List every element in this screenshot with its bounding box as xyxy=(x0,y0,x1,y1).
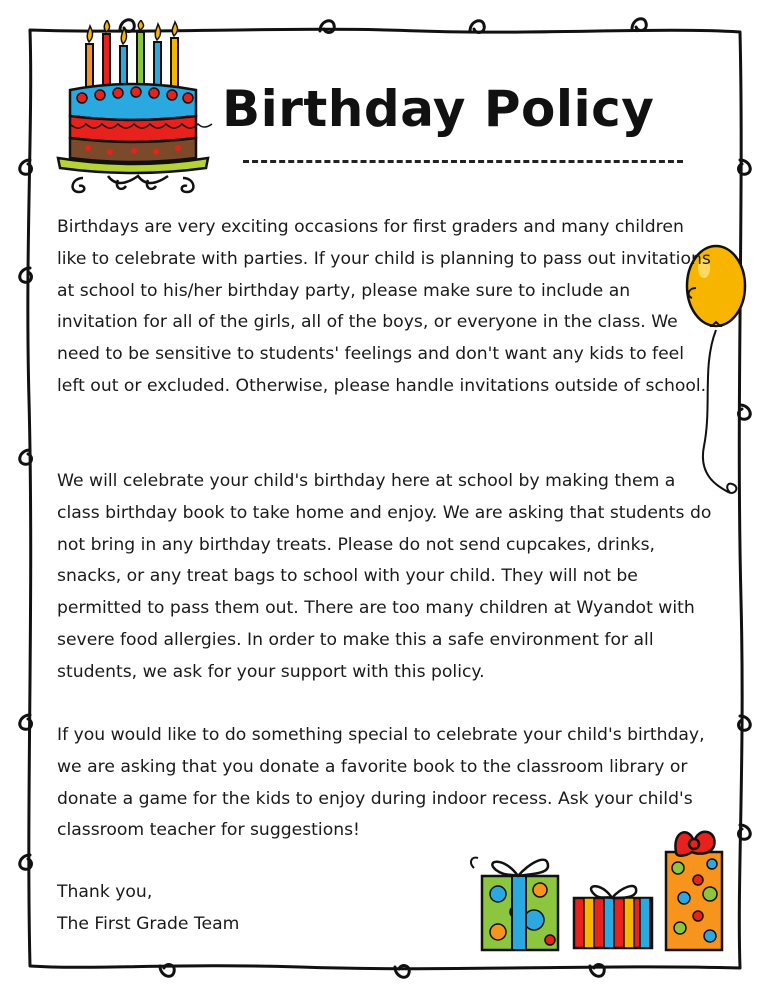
title-dashed-underline xyxy=(243,160,683,163)
salutation: Thank you, xyxy=(57,882,153,902)
paragraph-invitations: Birthdays are very exciting occasions for first graders and many children like to celebrate with parties. If your child is planning to pass out invitations at school to his/her birthday party, please make sure to include an invitation for all of the girls, all of the boys, or everyone in the class. We need to be sensitive to students' feelings and don't want any kids to feel left out or excluded. Otherwise, please handle invitations outside of school. xyxy=(57,217,711,396)
paragraph-treats: We will celebrate your child's birthday here at school by making them a class birthday book to take home and enjoy. We are asking that students do not bring in any birthday treats. Please do not send cupcakes, drinks, snacks, or any treat bags to school with your child. They will not be permitted to pass them out. There are too many children at Wyandot with severe food allergies. In order to make this a safe environment for all students, we ask for your support with this policy. xyxy=(57,471,712,682)
page-title: Birthday Policy xyxy=(222,80,655,138)
closing-block xyxy=(57,876,239,940)
signature: The First Grade Team xyxy=(57,914,240,934)
birthday-cake-icon xyxy=(48,20,228,200)
paragraph-donations: If you would like to do something special to celebrate your child's birthday, we are asking that you donate a favorite book to the classroom library or donate a game for the kids to enjoy during indoor recess. Ask your child's classroom teacher for suggestions! xyxy=(57,725,705,841)
gift-boxes-icon xyxy=(470,824,732,956)
